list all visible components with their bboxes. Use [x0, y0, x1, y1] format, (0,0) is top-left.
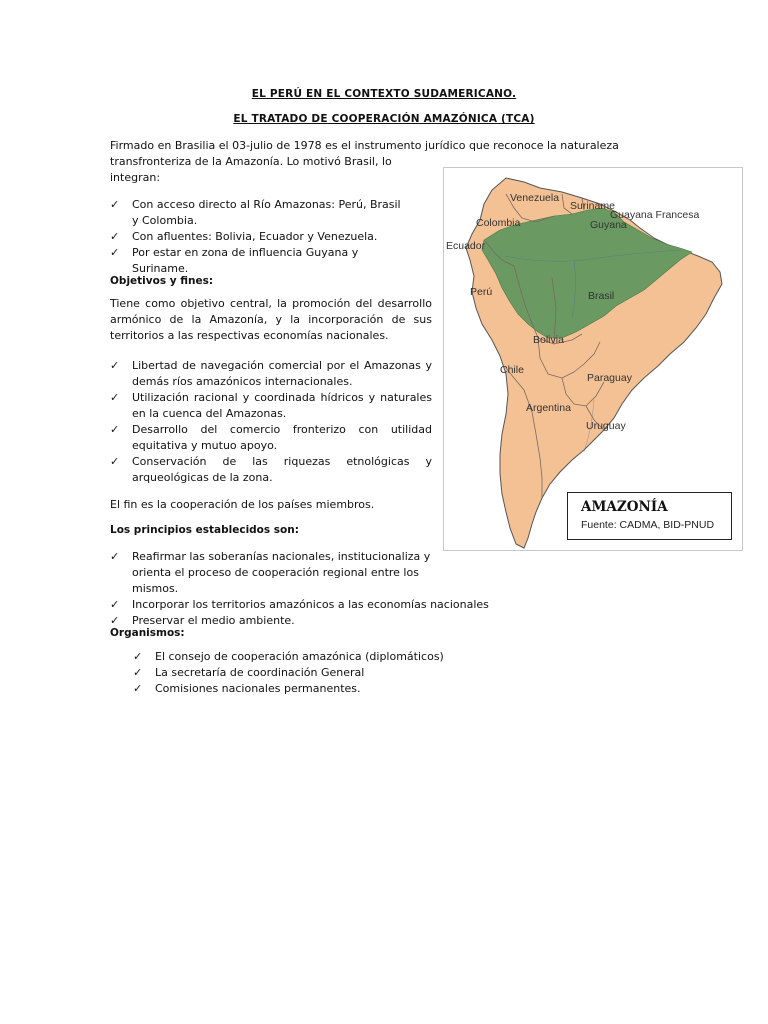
list-item: ✓ Utilización racional y coordinada hídricos y naturales en la cuenca del Amazonas.	[110, 391, 432, 420]
list-item: ✓ Libertad de navegación comercial por el Amazonas y demás ríos amazónicos internacionales.	[110, 359, 432, 388]
map-legend	[567, 492, 732, 540]
intro-line-2: transfronteriza de la Amazonía. Lo motivó Brasil, lo	[110, 155, 392, 168]
check-icon: ✓	[110, 614, 120, 627]
check-icon: ✓	[110, 359, 120, 372]
label-peru: Perú	[470, 286, 493, 298]
organisms-list	[133, 649, 513, 697]
intro-line-1: Firmado en Brasilia el 03-julio de 1978 es el instrumento jurídico que reconoce la naturaleza	[110, 139, 619, 152]
intro-line-3: integran:	[110, 171, 161, 184]
check-icon: ✓	[110, 246, 120, 259]
legend-title: AMAZONÍA	[581, 499, 668, 515]
members-list-block	[110, 197, 410, 277]
document-subtitle: EL TRATADO DE COOPERACIÓN AMAZÓNICA (TCA)	[233, 113, 535, 125]
check-icon: ✓	[133, 650, 143, 663]
objectives-heading: Objetivos y fines:	[110, 275, 214, 287]
label-venezuela: Venezuela	[510, 192, 560, 204]
label-suriname: Suriname	[570, 200, 615, 212]
check-icon: ✓	[110, 598, 120, 611]
organisms-heading: Organismos:	[110, 627, 185, 639]
list-item: ✓ Con afluentes: Bolivia, Ecuador y Venezuela.	[110, 230, 378, 243]
check-icon: ✓	[110, 550, 120, 563]
amazonia-map	[443, 167, 743, 551]
label-ecuador: Ecuador	[446, 240, 486, 252]
objectives-list-block	[110, 358, 432, 486]
list-item: ✓ Conservación de las riquezas etnológicas y arqueológicas de la zona.	[110, 455, 432, 484]
legend-source: Fuente: CADMA, BID-PNUD	[581, 519, 715, 531]
list-item: ✓ Desarrollo del comercio fronterizo con utilidad equitativa y mutuo apoyo.	[110, 423, 432, 452]
label-chile: Chile	[500, 364, 524, 376]
list-item: ✓ Por estar en zona de influencia Guyana y Suriname.	[110, 246, 359, 275]
label-guyana: Guyana	[590, 219, 627, 231]
list-item: ✓ Con acceso directo al Río Amazonas: Perú, Brasil y Colombia.	[110, 198, 401, 227]
principles-list	[110, 549, 490, 629]
label-guyana-francesa: Guayana Francesa	[610, 209, 700, 221]
list-item: ✓ Comisiones nacionales permanentes.	[133, 682, 361, 695]
label-brasil: Brasil	[588, 290, 615, 302]
organisms-list-block	[133, 649, 513, 697]
label-uruguay: Uruguay	[586, 420, 626, 432]
document-title: EL PERÚ EN EL CONTEXTO SUDAMERICANO.	[251, 88, 517, 100]
check-icon: ✓	[133, 666, 143, 679]
purpose-text: El fin es la cooperación de los países miembros.	[110, 498, 375, 511]
label-bolivia: Bolivia	[533, 334, 564, 346]
check-icon: ✓	[110, 198, 120, 211]
check-icon: ✓	[110, 455, 120, 468]
principles-list-block	[110, 549, 490, 629]
check-icon: ✓	[110, 391, 120, 404]
list-item: ✓ Incorporar los territorios amazónicos a las economías nacionales	[110, 598, 489, 611]
label-argentina: Argentina	[526, 402, 571, 414]
check-icon: ✓	[110, 423, 120, 436]
label-paraguay: Paraguay	[587, 372, 632, 384]
objectives-paragraph: Tiene como objetivo central, la promoción del desarrollo armónico de la Amazonía, y la incorporación de sus territorios a las respectivas economías nacionales.	[110, 297, 432, 342]
check-icon: ✓	[110, 230, 120, 243]
objectives-list	[110, 358, 432, 486]
list-item: ✓ La secretaría de coordinación General	[133, 666, 365, 679]
list-item: ✓ Reafirmar las soberanías nacionales, institucionaliza y orienta el proceso de cooperación regional entre los mismos.	[110, 550, 431, 595]
list-item: ✓ El consejo de cooperación amazónica (diplomáticos)	[133, 650, 444, 663]
members-list	[110, 197, 410, 277]
label-colombia: Colombia	[476, 217, 521, 229]
list-item: ✓ Preservar el medio ambiente.	[110, 614, 295, 627]
principles-heading: Los principios establecidos son:	[110, 524, 299, 536]
check-icon: ✓	[133, 682, 143, 695]
